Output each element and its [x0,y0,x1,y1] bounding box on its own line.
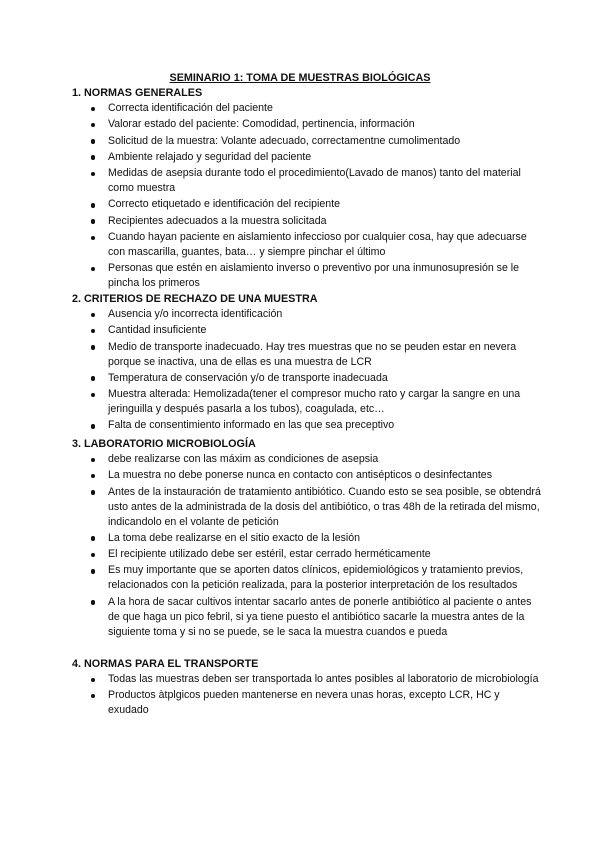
list-item: Recipientes adecuados a la muestra solicitada [72,214,542,229]
list-item: El recipiente utilizado debe ser estéril, estar cerrado herméticamente [72,547,542,562]
list-item: Correcto etiquetado e identificación del recipiente [72,197,542,212]
list-item: Correcta identificación del paciente [72,101,542,116]
section-heading: 4. NORMAS PARA EL TRANSPORTE [72,658,259,670]
list-item: Falta de consentimiento informado en las que sea preceptivo [72,418,542,433]
bullet-list [72,307,542,433]
list-item: Cantidad insuficiente [72,323,542,338]
section-heading: 1. NORMAS GENERALES [72,87,203,99]
list-item: Muestra alterada: Hemolizada(tener el compresor mucho rato y cargar la sangre en una jeringuilla y después pasarla a los tubos), coagulada, etc… [72,387,542,417]
list-item: La muestra no debe ponerse nunca en contacto con antisépticos o desinfectantes [72,468,542,483]
section-criterios-rechazo [72,292,542,435]
bullet-list [72,452,542,640]
list-item: A la hora de sacar cultivos intentar sacarlo antes de ponerle antibiótico al paciente o antes de que haga un pico febril, si ya tiene puesto el antibiótico sacarle la muestra antes de la siguiente toma y si no se puede, se le saca la muestra cuandos e pueda [72,595,542,640]
section-laboratorio-microbiologia [72,437,542,641]
list-item: Medidas de asepsia durante todo el procedimiento(Lavado de manos) tanto del material como muestra [72,166,542,196]
list-item: Productos àtplgicos pueden mantenerse en nevera unas horas, excepto LCR, HC y exudado [72,688,542,718]
section-normas-transporte [72,657,542,720]
list-item: Ambiente relajado y seguridad del paciente [72,150,542,165]
page-title: SEMINARIO 1: TOMA DE MUESTRAS BIOLÓGICAS [169,72,431,84]
list-item: debe realizarse con las máxim as condiciones de asepsia [72,452,542,467]
list-item: Es muy importante que se aporten datos clínicos, epidemiológicos y tratamiento previos, relacionados con la petición realizada, para la posterior interpretación de los resultados [72,563,542,593]
section-heading: 3. LABORATORIO MICROBIOLOGÍA [72,438,256,450]
list-item: Todas las muestras deben ser transportada lo antes posibles al laboratorio de microbiología [72,672,542,687]
list-item: Temperatura de conservación y/o de transporte inadecuada [72,371,542,386]
list-item: Ausencia y/o incorrecta identificación [72,307,542,322]
bullet-list [72,101,542,291]
list-item: Solicitud de la muestra: Volante adecuado, correctamentne cumolimentado [72,134,542,149]
list-item: La toma debe realizarse en el sitio exacto de la lesión [72,531,542,546]
list-item: Valorar estado del paciente: Comodidad, pertinencia, información [72,117,542,132]
list-item: Personas que estén en aislamiento inverso o preventivo por una inmunosupresión se le pincha los primeros [72,261,542,291]
section-heading: 2. CRITERIOS DE RECHAZO DE UNA MUESTRA [72,293,318,305]
section-normas-generales [72,86,542,293]
bullet-list [72,672,542,718]
list-item: Medio de transporte inadecuado. Hay tres muestras que no se peuden estar en nevera porque se inactiva, una de ellas es una muestra de LCR [72,340,542,370]
list-item: Cuando hayan paciente en aislamiento infeccioso por cualquier cosa, hay que adecuarse con mascarilla, guantes, bata… y siempre pinchar el último [72,230,542,260]
list-item: Antes de la instauración de tratamiento antibiótico. Cuando esto se sea posible, se obtendrá usto antes de la administrada de la dosis del antibiótico, o tras 48h de la retirada del mismo, indicandolo en el volante de petición [72,485,542,530]
